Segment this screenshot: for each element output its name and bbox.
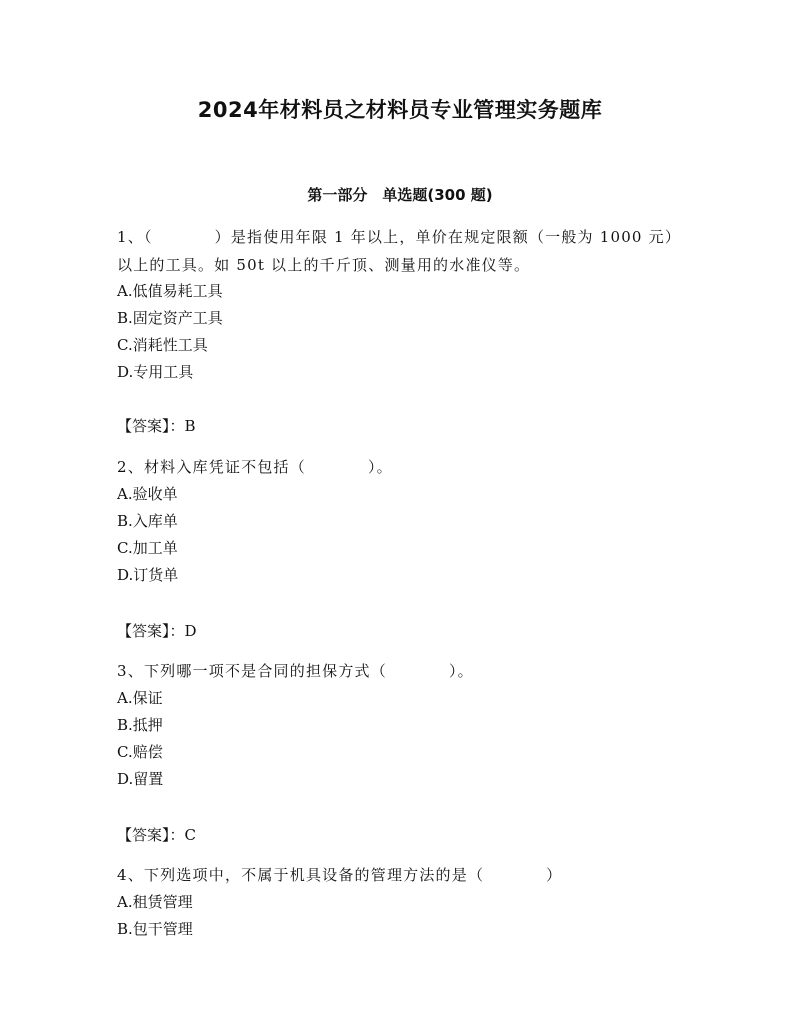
question-4-stem [117,865,562,885]
question-1-stem-start: 1、（ [117,228,153,246]
question-1-stem [117,223,687,279]
question-1-option-d: D.专用工具 [117,363,194,381]
question-2-option-a: A.验收单 [117,485,178,503]
question-2-stem-start: 2、材料入库凭证不包括（ [117,458,306,476]
answer-label: 【答案】： [117,417,185,435]
question-2-answer [117,621,197,641]
question-3-stem-end: ）。 [448,662,474,680]
question-3-stem-start: 3、下列哪一项不是合同的担保方式（ [117,662,387,680]
question-1-stem-end: ）是指使用年限 1 年以上，单价在规定限额（一般为 1000 元）以上的工具。如 50t 以上的千斤顶、测量用的水准仪等。 [117,228,682,274]
question-3-option-c: C.赔偿 [117,743,163,761]
question-1-option-c: C.消耗性工具 [117,336,208,354]
question-1-option-b: B.固定资产工具 [117,309,223,327]
question-2-option-c: C.加工单 [117,539,178,557]
question-3-stem [117,661,474,681]
question-1-option-a: A.低值易耗工具 [117,282,223,300]
answer-value: D [184,622,197,640]
question-2-stem [117,457,393,477]
document-title: 2024年材料员之材料员专业管理实务题库 [197,98,603,122]
answer-label: 【答案】： [117,826,185,844]
question-3-answer [117,825,196,845]
answer-value: B [184,417,196,435]
question-4-option-b: B.包干管理 [117,920,193,938]
answer-value: C [184,826,196,844]
question-4-stem-start: 4、下列选项中，不属于机具设备的管理方法的是（ [117,866,485,884]
question-3-option-b: B.抵押 [117,716,163,734]
question-4-stem-end: ） [546,866,563,884]
question-4-option-a: A.租赁管理 [117,893,193,911]
question-1-answer [117,416,196,436]
question-2-stem-end: ）。 [367,458,393,476]
question-2-option-d: D.订货单 [117,566,179,584]
question-3-option-a: A.保证 [117,689,163,707]
question-2-option-b: B.入库单 [117,512,178,530]
answer-label: 【答案】： [117,622,185,640]
question-3-option-d: D.留置 [117,770,164,788]
section-heading: 第一部分 单选题(300 题) [307,186,493,204]
